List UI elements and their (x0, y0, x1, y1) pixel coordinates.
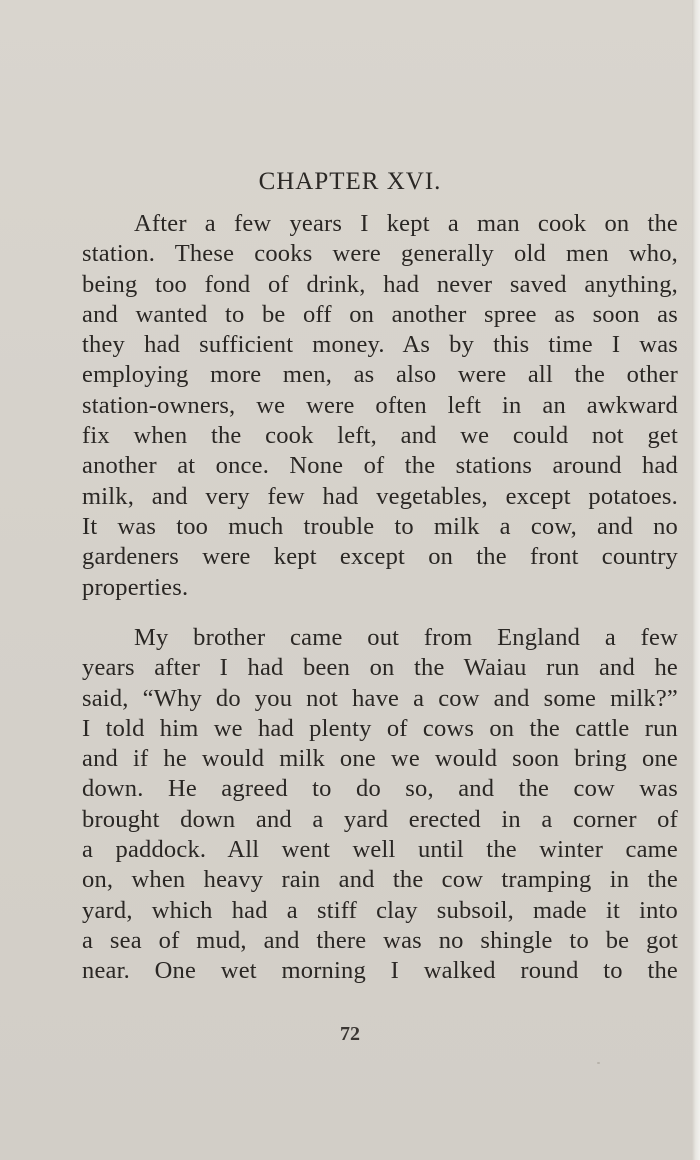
paragraph-2 (82, 623, 678, 987)
text-line: My brother came out from England a few (134, 624, 678, 651)
text-line: near. One wet morning I walked round to the (82, 957, 678, 985)
text-line: station-owners, we were often left in an awkward (82, 391, 678, 419)
text-line: they had sufficient money. As by this time I was (82, 331, 678, 359)
text-line: After a few years I kept a man cook on the (134, 210, 678, 237)
text-line: being too fond of drink, had never saved anything, (82, 270, 678, 298)
paper-speck (597, 1062, 600, 1064)
text-line: brought down and a yard erected in a corner of (82, 805, 678, 833)
text-line: and wanted to be off on another spree as soon as (82, 300, 678, 328)
text-line: down. He agreed to do so, and the cow was (82, 775, 678, 803)
text-line: a paddock. All went well until the winter came (82, 836, 678, 864)
text-line: and if he would milk one we would soon bring one (82, 745, 678, 773)
text-line: properties. (82, 573, 189, 601)
text-line: years after I had been on the Waiau run and he (82, 654, 678, 682)
text-line: employing more men, as also were all the other (82, 361, 678, 389)
text-line: gardeners were kept except on the front country (82, 543, 678, 571)
text-line: another at once. None of the stations around had (82, 452, 678, 480)
paragraph-1 (82, 209, 678, 603)
text-line: on, when heavy rain and the cow tramping in the (82, 866, 678, 894)
page-number: 72 (340, 1023, 360, 1045)
text-line: said, “Why do you not have a cow and some milk?” (82, 684, 678, 712)
text-line: a sea of mud, and there was no shingle to be got (82, 926, 678, 954)
text-line: milk, and very few had vegetables, except potatoes. (82, 482, 678, 510)
chapter-title: CHAPTER XVI. (258, 168, 442, 195)
text-line: I told him we had plenty of cows on the cattle run (82, 714, 678, 742)
text-line: station. These cooks were generally old men who, (82, 240, 678, 268)
text-line: yard, which had a stiff clay subsoil, made it into (82, 896, 678, 924)
text-line: fix when the cook left, and we could not get (82, 422, 678, 450)
text-line: It was too much trouble to milk a cow, and no (82, 512, 678, 540)
